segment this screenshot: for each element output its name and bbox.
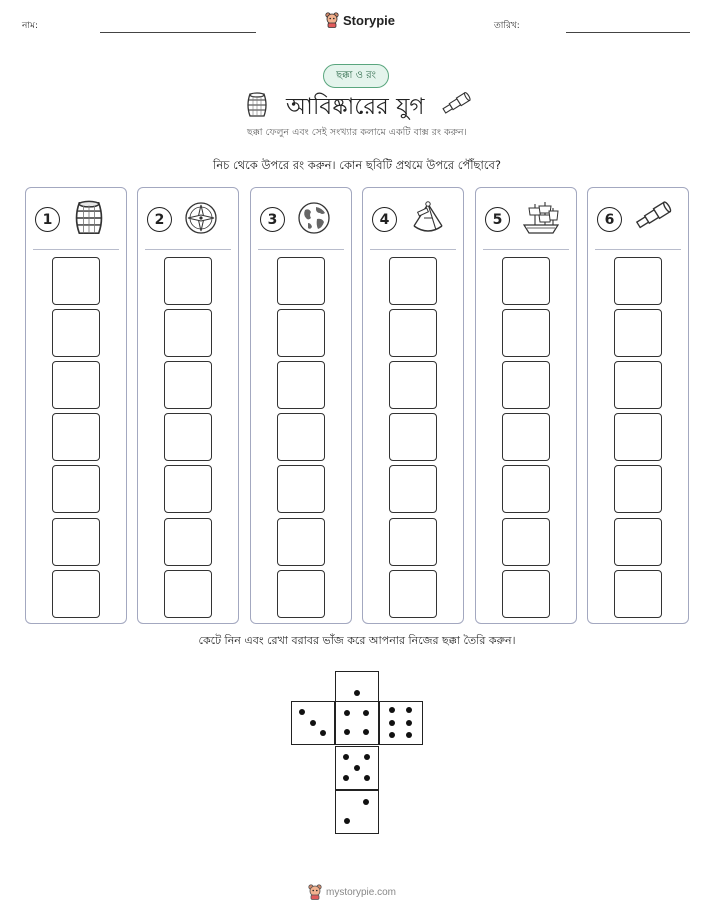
color-box[interactable] bbox=[277, 570, 325, 618]
die-pip bbox=[354, 690, 360, 696]
die-pip bbox=[344, 710, 350, 716]
color-box[interactable] bbox=[389, 518, 437, 566]
activity-badge: ছক্কা ও রং bbox=[323, 64, 389, 88]
telescope-icon bbox=[633, 200, 673, 234]
color-box[interactable] bbox=[277, 309, 325, 357]
die-pip bbox=[299, 709, 305, 715]
column-header bbox=[476, 188, 576, 250]
compass-icon bbox=[183, 200, 219, 240]
color-box[interactable] bbox=[277, 257, 325, 305]
column-header bbox=[251, 188, 351, 250]
color-box[interactable] bbox=[502, 518, 550, 566]
color-box[interactable] bbox=[389, 309, 437, 357]
color-box[interactable] bbox=[502, 309, 550, 357]
column-divider bbox=[595, 249, 681, 250]
column-6 bbox=[587, 187, 689, 624]
color-box[interactable] bbox=[277, 465, 325, 513]
die-pip bbox=[343, 754, 349, 760]
barrel-icon bbox=[244, 92, 270, 118]
color-box[interactable] bbox=[164, 361, 212, 409]
ship-icon bbox=[521, 200, 561, 240]
column-2 bbox=[137, 187, 239, 624]
name-label: নাম: bbox=[22, 21, 39, 31]
die-face-4 bbox=[335, 701, 379, 745]
color-box[interactable] bbox=[164, 413, 212, 461]
color-box[interactable] bbox=[277, 413, 325, 461]
barrel-icon bbox=[71, 200, 107, 240]
color-box[interactable] bbox=[389, 257, 437, 305]
die-pip bbox=[389, 720, 395, 726]
die-pip bbox=[363, 799, 369, 805]
color-box[interactable] bbox=[52, 413, 100, 461]
color-box[interactable] bbox=[52, 257, 100, 305]
color-box[interactable] bbox=[389, 570, 437, 618]
die-pip bbox=[389, 732, 395, 738]
color-box[interactable] bbox=[502, 413, 550, 461]
brand-logo bbox=[325, 12, 395, 28]
column-4 bbox=[362, 187, 464, 624]
color-box[interactable] bbox=[389, 361, 437, 409]
column-3 bbox=[250, 187, 352, 624]
column-divider bbox=[483, 249, 569, 250]
die-pip bbox=[406, 732, 412, 738]
column-5 bbox=[475, 187, 577, 624]
die-pip bbox=[344, 818, 350, 824]
die-pip bbox=[343, 775, 349, 781]
column-1 bbox=[25, 187, 127, 624]
die-pip bbox=[389, 707, 395, 713]
page-title: আবিষ্কারের যুগ bbox=[286, 94, 425, 120]
color-box[interactable] bbox=[614, 413, 662, 461]
color-box[interactable] bbox=[502, 465, 550, 513]
column-number: 3 bbox=[260, 207, 285, 232]
column-header bbox=[588, 188, 688, 250]
storypie-mascot-icon bbox=[308, 884, 322, 900]
die-pip bbox=[354, 765, 360, 771]
die-pip bbox=[406, 720, 412, 726]
die-pip bbox=[364, 775, 370, 781]
title-row bbox=[0, 88, 714, 122]
column-header bbox=[363, 188, 463, 250]
color-box[interactable] bbox=[277, 361, 325, 409]
color-box[interactable] bbox=[614, 465, 662, 513]
color-box[interactable] bbox=[389, 465, 437, 513]
color-box[interactable] bbox=[614, 309, 662, 357]
die-face-6 bbox=[379, 701, 423, 745]
die-face-3 bbox=[291, 701, 335, 745]
column-divider bbox=[370, 249, 456, 250]
color-box[interactable] bbox=[502, 361, 550, 409]
column-divider bbox=[145, 249, 231, 250]
die-pip bbox=[344, 729, 350, 735]
instruction: নিচ থেকে উপরে রং করুন। কোন ছবিটি প্রথমে উপরে পৌঁছাবে? bbox=[213, 158, 501, 172]
column-number: 1 bbox=[35, 207, 60, 232]
telescope-icon bbox=[440, 92, 472, 114]
column-number: 2 bbox=[147, 207, 172, 232]
color-box[interactable] bbox=[164, 465, 212, 513]
sextant-icon bbox=[408, 200, 448, 240]
color-box[interactable] bbox=[389, 413, 437, 461]
column-header bbox=[26, 188, 126, 250]
die-pip bbox=[363, 710, 369, 716]
subtitle: ছক্কা ফেলুন এবং সেই সংখ্যার কলামে একটি বাক্স রং করুন। bbox=[247, 127, 467, 138]
die-pip bbox=[364, 754, 370, 760]
storypie-mascot-icon bbox=[325, 12, 339, 28]
color-box[interactable] bbox=[164, 518, 212, 566]
header bbox=[0, 0, 714, 44]
column-number: 5 bbox=[485, 207, 510, 232]
color-box[interactable] bbox=[52, 361, 100, 409]
footer-url: mystorypie.com bbox=[326, 886, 397, 898]
color-box[interactable] bbox=[52, 309, 100, 357]
globe-icon bbox=[296, 200, 332, 240]
die-pip bbox=[320, 730, 326, 736]
color-box[interactable] bbox=[164, 570, 212, 618]
die-face-5 bbox=[335, 746, 379, 790]
column-number: 4 bbox=[372, 207, 397, 232]
die-pip bbox=[363, 729, 369, 735]
color-box[interactable] bbox=[614, 361, 662, 409]
date-field-line[interactable] bbox=[566, 32, 690, 33]
die-face-2 bbox=[335, 790, 379, 834]
cut-instruction: কেটে নিন এবং রেখা বরাবর ভাঁজ করে আপনার নিজের ছক্কা তৈরি করুন। bbox=[198, 634, 516, 647]
color-box[interactable] bbox=[502, 257, 550, 305]
color-box[interactable] bbox=[277, 518, 325, 566]
color-box[interactable] bbox=[164, 257, 212, 305]
die-pip bbox=[406, 707, 412, 713]
color-box[interactable] bbox=[52, 570, 100, 618]
color-box[interactable] bbox=[614, 518, 662, 566]
color-box[interactable] bbox=[502, 570, 550, 618]
color-box[interactable] bbox=[164, 309, 212, 357]
color-box[interactable] bbox=[52, 465, 100, 513]
column-divider bbox=[258, 249, 344, 250]
date-label: তারিখ: bbox=[494, 21, 520, 31]
footer bbox=[308, 884, 396, 900]
color-box[interactable] bbox=[614, 570, 662, 618]
die-pip bbox=[310, 720, 316, 726]
name-field-line[interactable] bbox=[100, 32, 256, 33]
brand-name: Storypie bbox=[343, 12, 396, 28]
column-number: 6 bbox=[597, 207, 622, 232]
color-box[interactable] bbox=[614, 257, 662, 305]
column-divider bbox=[33, 249, 119, 250]
color-box[interactable] bbox=[52, 518, 100, 566]
column-header bbox=[138, 188, 238, 250]
